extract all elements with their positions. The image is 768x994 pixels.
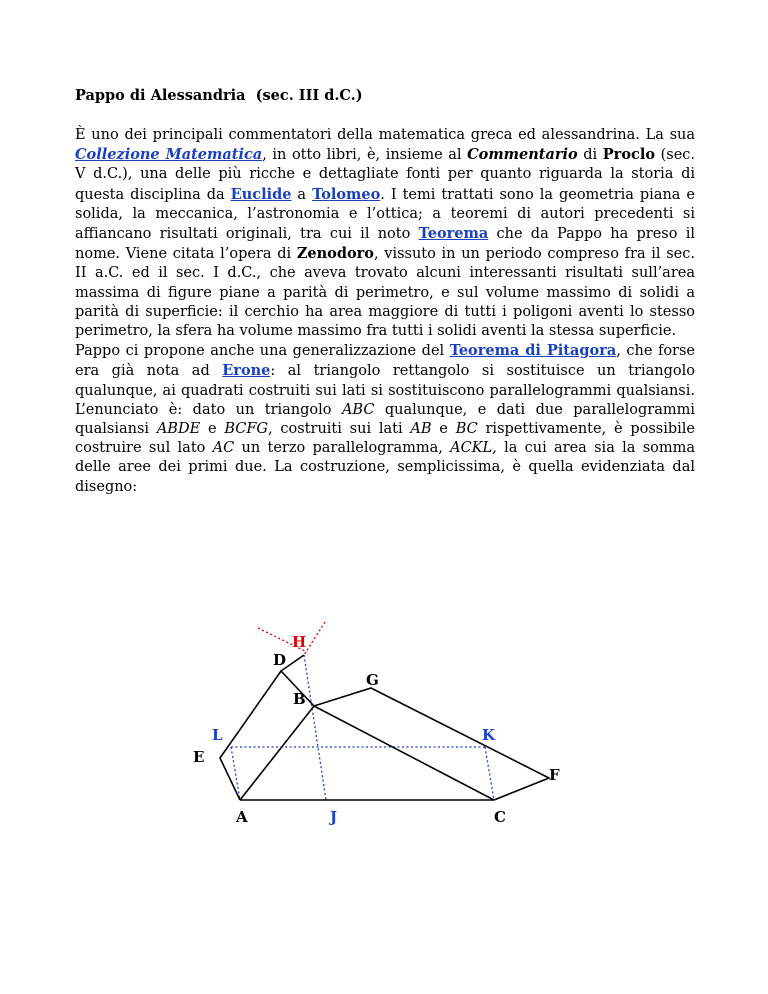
text: , vissuto in un periodo compreso fra il sec. II a.C. ed il sec. I d.C., che aveva trovato alcuni interessanti risultati sull’area massima di figure piane a parità di perimetro, e sul volume massimo di solidi a parità di superficie: il cerchio ha area maggiore di tutti i poligoni aventi lo stesso perimetro, la sfera ha volume massimo fra tutti i solidi aventi la stessa superficie. (75, 246, 695, 340)
teorema-link[interactable]: Teorema (418, 225, 489, 243)
parallelogram-bcfg (314, 688, 549, 800)
line-hj-blue (304, 655, 326, 800)
text: , che forse era già nota ad (75, 343, 696, 380)
line-kc-blue (485, 747, 494, 800)
dotted-construction-lines (231, 622, 494, 800)
ab-text: AB (410, 421, 432, 438)
collezione-matematica-link[interactable]: Collezione Matematica (75, 146, 263, 164)
text: rispettivamente, è possibile costruire sul lato (75, 421, 695, 457)
zenodoro-text: Zenodoro (296, 245, 374, 263)
page-title: Pappo di Alessandria (sec. III d.C.) (75, 87, 363, 104)
label-f: F (549, 766, 560, 784)
proclo-text: Proclo (602, 146, 656, 164)
label-j: J (330, 808, 338, 826)
label-b: B (293, 690, 306, 708)
label-g: G (366, 671, 379, 689)
line-gh-red (304, 622, 325, 655)
text: , in otto libri, è, insieme al (262, 147, 468, 164)
label-d: D (273, 651, 287, 669)
label-c: C (494, 808, 506, 826)
text: . I temi trattati sono la geometria piana e solida, la meccanica, l’astronomia e l’ottica; a teoremi di autori precedenti si affiancano risultati originali, tra cui il noto (75, 186, 695, 243)
text: la cui area sia la somma delle aree dei primi due. La costruzione, semplicissima, è quella evidenziata dal disegno: (75, 440, 696, 495)
text: È uno dei principali commentatori della matematica greca ed alessandrina. La sua (75, 127, 695, 143)
label-e: E (193, 748, 205, 766)
text: (sec. V d.C.), una delle più ricche e dettagliate fonti per quanto riguarda la storia di questa disciplina da (75, 147, 696, 203)
tolomeo-link[interactable]: Tolomeo (312, 185, 381, 203)
label-a: A (236, 808, 248, 826)
abde-text: ABDE (156, 421, 201, 438)
euclide-link[interactable]: Euclide (230, 185, 292, 203)
text: un terzo parallelogramma, (234, 440, 451, 457)
bc-text: BC (455, 421, 478, 438)
ackl-text: ACKL, (450, 440, 497, 457)
label-k: K (482, 726, 496, 744)
label-l: L (212, 726, 223, 744)
figure-labels (193, 633, 560, 826)
commentario-text: Commentario (467, 146, 578, 164)
ac-text: AC (212, 440, 235, 457)
text: qualunque, e dati due parallelogrammi qualsiansi (75, 401, 695, 438)
text: Pappo ci propone anche una generalizzazione del (75, 343, 450, 360)
side-ab (240, 706, 314, 800)
label-h: H (292, 633, 307, 651)
teorema-di-pitagora-link[interactable]: Teorema di Pitagora (449, 342, 617, 360)
text: che da Pappo ha preso il nome. Viene citata l’opera di (75, 226, 695, 263)
erone-link[interactable]: Erone (222, 362, 271, 380)
text: e (200, 421, 225, 438)
text: , costruiti sui lati (268, 421, 411, 438)
bcfg-text: BCFG (224, 421, 268, 438)
text: : al triangolo rettangolo si sostituisce un triangolo qualunque, ai quadrati costruiti sui lati si sostituiscono parallelogrammi qualsiansi. L’enunciato è: dato un triangolo (75, 363, 695, 418)
text: di (577, 147, 603, 164)
side-bc (314, 706, 494, 800)
solid-figure-lines (220, 655, 549, 800)
text: e (431, 421, 456, 438)
abc-text: ABC (341, 401, 375, 418)
text: a (291, 186, 313, 203)
